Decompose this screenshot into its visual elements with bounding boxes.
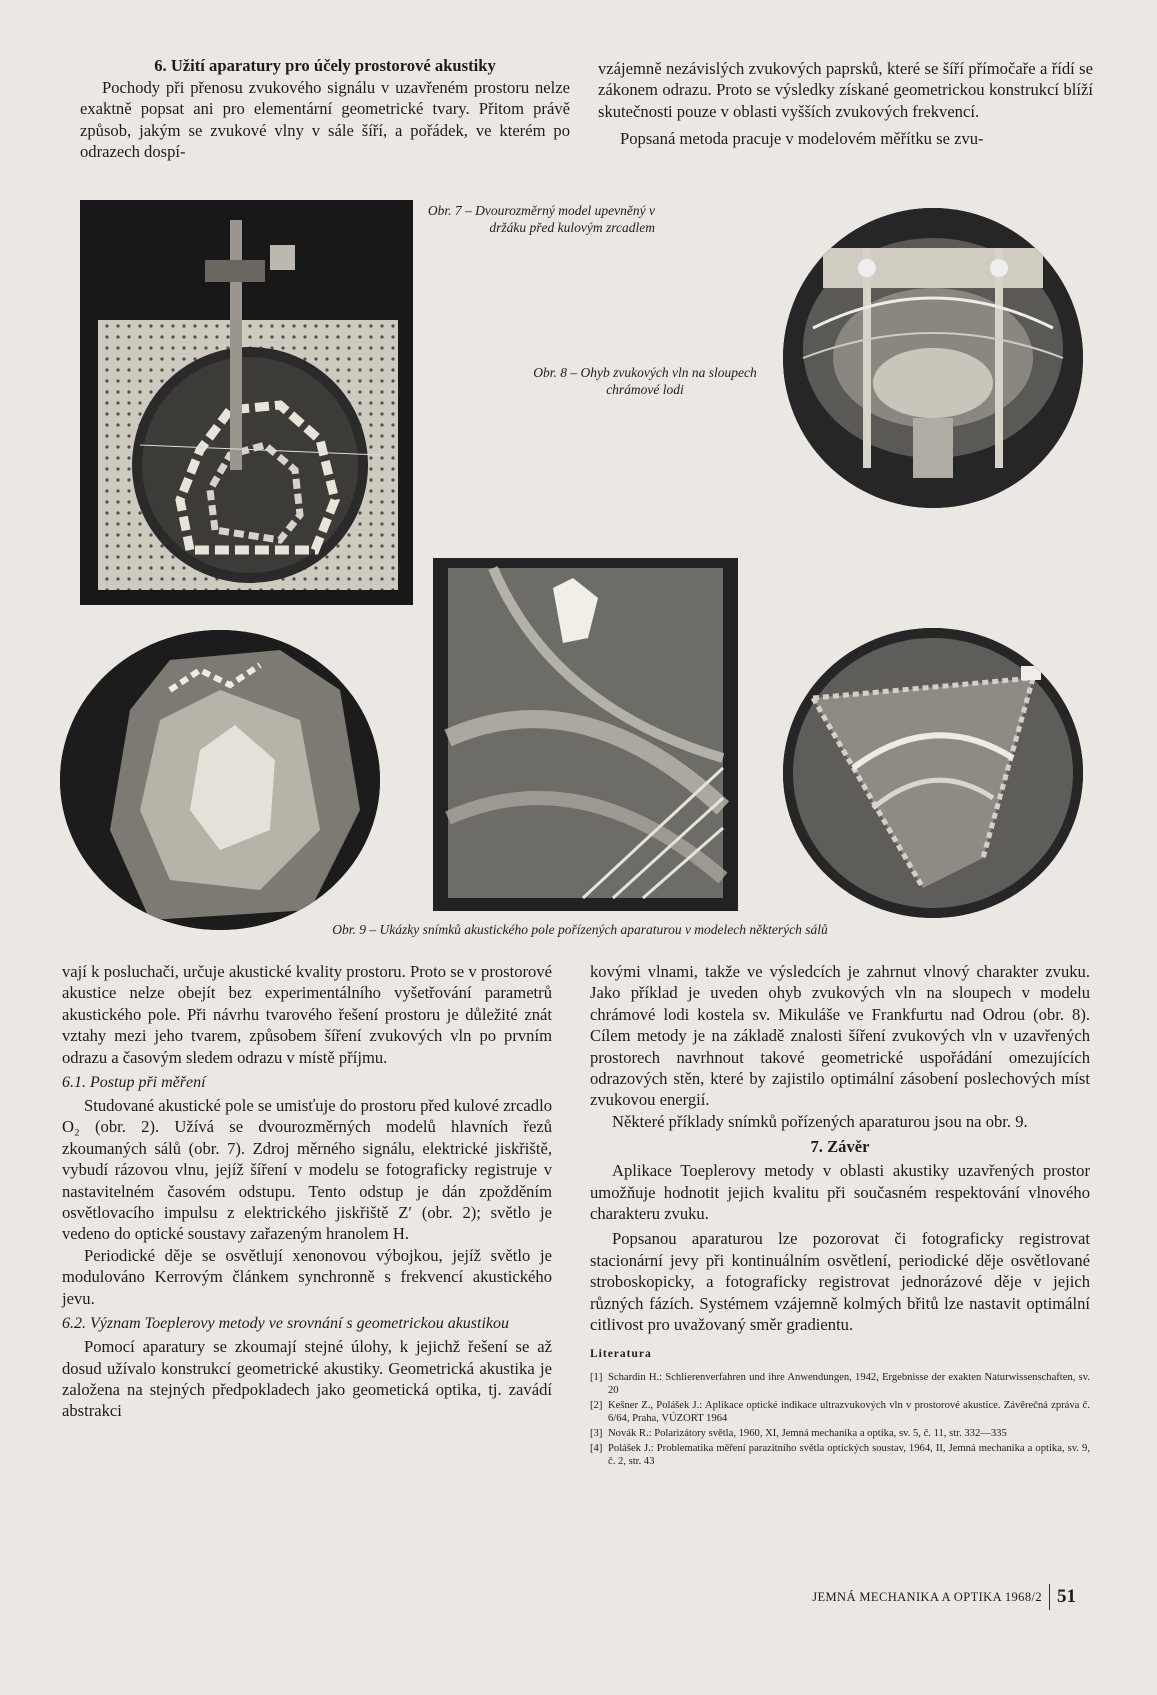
reference-text: Novák R.: Polarizátory světla, 1960, XI, Jemná mechanika a optika, sv. 5, č. 11, str. 332—335: [608, 1427, 1007, 1439]
figure-7-photo: [80, 200, 413, 605]
paragraph: Popsaná metoda pracuje v modelovém měřítku se zvu-: [620, 129, 984, 149]
paragraph: Pomocí aparatury se zkoumají stejné úlohy, k jejichž řešení se až dosud užívalo konstrukcí geometrické akustiky. Geometrická akustika je založena na stejných předpokladech jako geometická optika, tj. zavádí abstrakci: [62, 1337, 552, 1421]
reference-item: [590, 1371, 1090, 1397]
figure-9-caption: Obr. 9 – Ukázky snímků akustického pole pořízených aparaturou v modelech některých sálů: [332, 922, 828, 937]
figure-7-caption: Obr. 7 – Dvourozměrný model upevněný v držáku před kulovým zrcadlem: [427, 203, 655, 235]
figure-9-photo-left: [60, 630, 380, 930]
footer-divider: [1049, 1584, 1050, 1610]
left-top-column: [80, 55, 570, 163]
paragraph: Periodické děje se osvětlují xenonovou výbojkou, jejíž světlo je modulováno Kerrovým článkem synchronně s frekvencí akustického jevu.: [62, 1245, 552, 1308]
paragraph: vají k posluchači, určuje akustické kvality prostoru. Proto se v prostorové akustice nelze obejít bez experimentálního vyšetřování parametrů akustického pole. Při návrhu tvarového řešení prostoru je důležité znát vztahy mezi jeho tvarem, způsobem šíření zvukových vln po prvním odrazu a časovým sledem odrazu v místě příjmu.: [62, 962, 552, 1067]
figure-9-photo-center: [433, 558, 738, 911]
reference-number: [3]: [590, 1427, 603, 1439]
paragraph: Pochody při přenosu zvukového signálu v uzavřeném prostoru nelze exaktně popsat ani pro elementární geometrické tvary. Přitom právě způsob, jakým se zvukové vlny v sále šíří, a pořádek, ve kterém po odrazech dospí-: [80, 78, 570, 162]
reference-number: [1]: [590, 1371, 603, 1383]
reference-item: [590, 1442, 1090, 1468]
paragraph: Studované akustické pole se umisťuje do prostoru před kulové zrcadlo O₂ (obr. 2). Užívá se dvourozměrných modelů hlavních řezů zkoumaných sálů (obr. 7). Zdroj měrného signálu, elektrické jiskřiště, vybudí rázovou vlnu, jejíž šíření v modelu se fotograficky registruje v nastavitelném časovém odstupu. Tento odstup je dán zpožděním osvětlovacího impulsu z elektrického jiskřiště Z′ (obr. 2); světlo je vedeno do optické soustavy zařazeným hranolem H.: [62, 1096, 552, 1244]
paragraph: kovými vlnami, takže ve výsledcích je zahrnut vlnový charakter zvuku. Jako příklad je uveden ohyb zvukových vln na sloupech v modelu chrámové lodi kostela sv. Mikuláše ve Frankfurtu nad Odrou (obr. 8). Cílem metody je na základě znalosti šíření zvukových vln v uzavřených prostorech navrhnout takové geometrické uspořádání omezujících odrazových stěn, které by zajistilo optimální zásobení poslechových míst zvukovou energií.: [590, 962, 1090, 1110]
right-bottom-column: [590, 961, 1090, 1470]
figure-8-photo: [783, 208, 1083, 508]
reference-text: Polášek J.: Problematika měření parazitního světla optických soustav, 1964, II, Jemná mechanika a optika, sv. 9, č. 2, str. 43: [608, 1442, 1090, 1467]
left-bottom-column: [62, 961, 552, 1422]
literature-heading: Literatura: [590, 1347, 652, 1360]
paragraph: Některé příklady snímků pořízených aparaturou jsou na obr. 9.: [612, 1111, 1028, 1131]
section-heading-7: 7. Závěr: [810, 1137, 870, 1157]
journal-footer: JEMNÁ MECHANIKA A OPTIKA 1968/2: [812, 1590, 1042, 1604]
right-top-column: [598, 58, 1093, 150]
reference-number: [4]: [590, 1442, 603, 1454]
subsection-heading-6-1: 6.1. Postup při měření: [62, 1074, 206, 1092]
figure-9-photo-right: [783, 628, 1083, 918]
paragraph: vzájemně nezávislých zvukových paprsků, které se šíří přímočaře a řídí se zákonem odrazu. Proto se výsledky získané geometrickou konstrukcí blíží skutečnosti pouze v oblasti vyšších zvukových frekvencí.: [598, 59, 1093, 121]
reference-item: [590, 1399, 1090, 1425]
paragraph: Popsanou aparaturou lze pozorovat či fotograficky registrovat stacionární jevy při kontinuálním osvětlení, periodické děje osvětlované stroboskopicky, a fotograficky registrovat jednorázové děje v jejich různých fázích. Systémem vzájemně kolmých břitů lze nastavit optimální citlivost pro uvažovaný směr gradientu.: [590, 1229, 1090, 1335]
reference-text: Kešner Z., Polášek J.: Aplikace optické indikace ultrazvukových vln v prostorové akustice. Závěrečná zpráva č. 6/64, Praha, VÚZORT 1964: [608, 1399, 1090, 1424]
subsection-heading-6-2: 6.2. Význam Toeplerovy metody ve srovnání s geometrickou akustikou: [62, 1315, 510, 1333]
figure-8-caption: Obr. 8 – Ohyb zvukových vln na sloupech chrámové lodi: [533, 365, 757, 397]
paragraph: Aplikace Toeplerovy metody v oblasti akustiky uzavřených prostor umožňuje hodnotit jejich kvalitu při současném respektování vlnového charakteru zvuku.: [590, 1161, 1090, 1224]
literature-list: [590, 1371, 1090, 1468]
reference-text: Schardin H.: Schlierenverfahren und ihre Anwendungen, 1942, Ergebnisse der exakten Naturwissenschaften, sv. 20: [608, 1371, 1090, 1396]
section-heading-6: 6. Užití aparatury pro účely prostorové akustiky: [154, 56, 496, 75]
page-number: 51: [1057, 1586, 1076, 1607]
reference-number: [2]: [590, 1399, 603, 1411]
reference-item: [590, 1427, 1090, 1440]
